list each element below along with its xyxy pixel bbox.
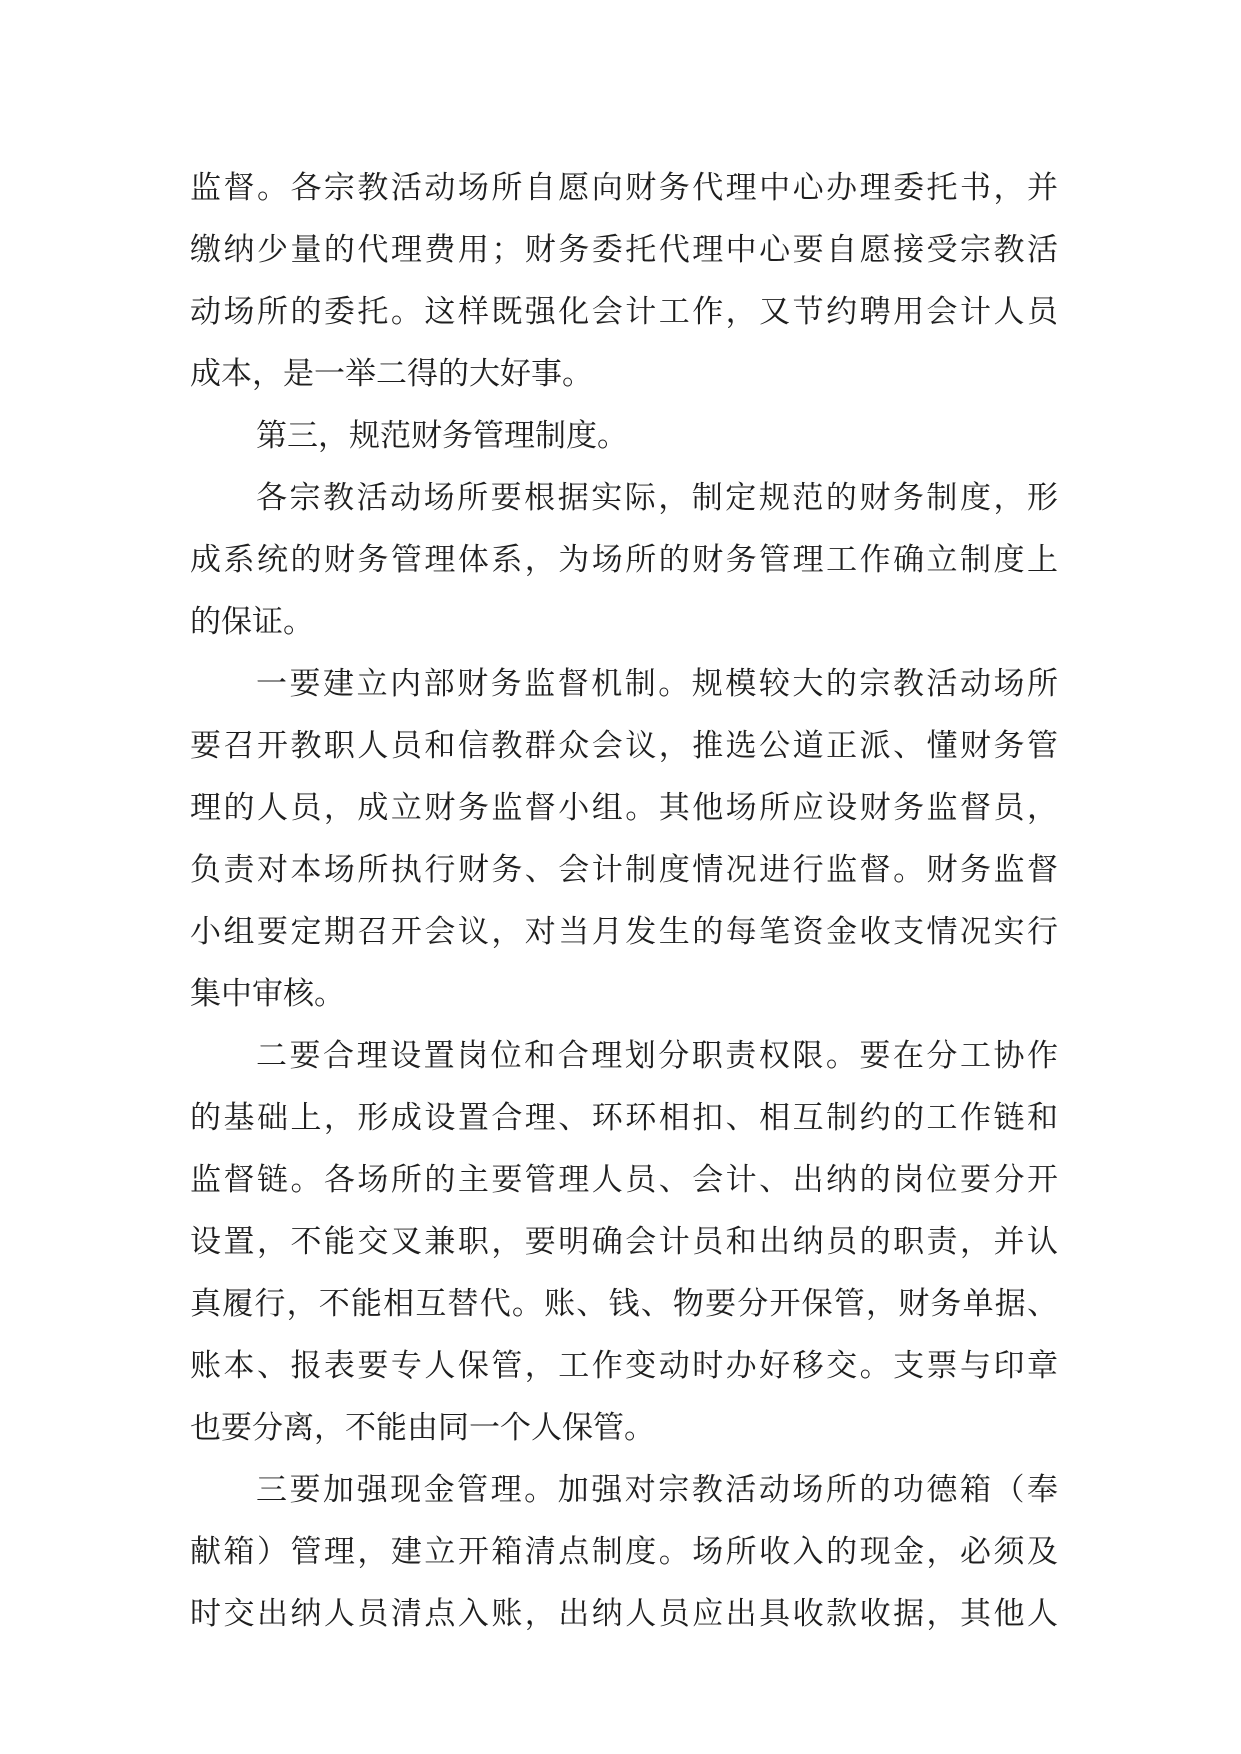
text-line: 要召开教职人员和信教群众会议，推选公道正派、懂财务管 — [190, 728, 1058, 764]
text-line: 成本，是一举二得的大好事。 — [190, 356, 593, 392]
text-line: 动场所的委托。这样既强化会计工作，又节约聘用会计人员 — [190, 294, 1058, 330]
text-line: 设置，不能交叉兼职，要明确会计员和出纳员的职责，并认 — [190, 1224, 1058, 1260]
text-line: 理的人员，成立财务监督小组。其他场所应设财务监督员， — [190, 790, 1058, 826]
paragraph-first-line: 二要合理设置岗位和合理划分职责权限。要在分工协作 — [256, 1038, 1058, 1074]
paragraph-first-line: 各宗教活动场所要根据实际，制定规范的财务制度，形 — [256, 480, 1058, 516]
text-line: 时交出纳人员清点入账，出纳人员应出具收款收据，其他人 — [190, 1596, 1058, 1632]
text-line: 的保证。 — [190, 604, 314, 640]
text-line: 缴纳少量的代理费用；财务委托代理中心要自愿接受宗教活 — [190, 232, 1058, 268]
text-line: 集中审核。 — [190, 976, 345, 1012]
paragraph-first-line: 一要建立内部财务监督机制。规模较大的宗教活动场所 — [256, 666, 1058, 702]
text-line: 成系统的财务管理体系，为场所的财务管理工作确立制度上 — [190, 542, 1058, 578]
text-line: 账本、报表要专人保管，工作变动时办好移交。支票与印章 — [190, 1348, 1058, 1384]
text-line: 的基础上，形成设置合理、环环相扣、相互制约的工作链和 — [190, 1100, 1058, 1136]
paragraph-first-line: 第三，规范财务管理制度。 — [256, 418, 628, 454]
text-line: 负责对本场所执行财务、会计制度情况进行监督。财务监督 — [190, 852, 1058, 888]
text-line: 小组要定期召开会议，对当月发生的每笔资金收支情况实行 — [190, 914, 1058, 950]
text-line: 监督链。各场所的主要管理人员、会计、出纳的岗位要分开 — [190, 1162, 1058, 1198]
paragraph-first-line: 三要加强现金管理。加强对宗教活动场所的功德箱（奉 — [256, 1472, 1058, 1508]
text-line: 献箱）管理，建立开箱清点制度。场所收入的现金，必须及 — [190, 1534, 1058, 1570]
document-page — [190, 157, 1058, 1645]
text-line: 真履行，不能相互替代。账、钱、物要分开保管，财务单据、 — [190, 1286, 1058, 1322]
text-line: 也要分离，不能由同一个人保管。 — [190, 1410, 655, 1446]
text-line: 监督。各宗教活动场所自愿向财务代理中心办理委托书，并 — [190, 170, 1058, 206]
